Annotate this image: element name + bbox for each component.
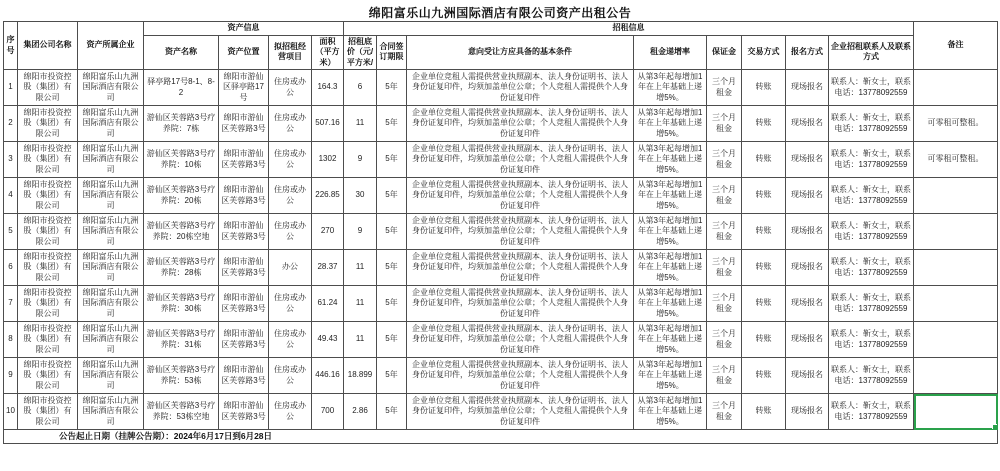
cell-trade-method[interactable]: 转账 (742, 286, 786, 322)
cell-contact[interactable]: 联系人：靳女士，联系电话：13778092559 (829, 142, 914, 178)
cell-area[interactable]: 49.43 (312, 322, 344, 358)
cell-asset-name[interactable]: 游仙区芙蓉路3号疗养院：28栋 (144, 250, 219, 286)
table-row (4, 70, 998, 106)
cell-contract-term[interactable]: 5年 (377, 322, 407, 358)
cell-base-price[interactable]: 2.86 (344, 394, 377, 430)
header-row-groups (4, 22, 998, 36)
cell-signup-method[interactable]: 现场报名 (786, 322, 829, 358)
cell-asset-name[interactable]: 游仙区芙蓉路3号疗养院：53栋 (144, 358, 219, 394)
table-row (4, 358, 998, 394)
cell-deposit[interactable]: 三个月租金 (707, 106, 742, 142)
cell-owner-enterprise[interactable]: 绵阳富乐山九洲国际酒店有限公司 (78, 286, 144, 322)
header-owner-enterprise: 资产所属企业 (78, 22, 144, 70)
cell-conditions[interactable]: 企业单位竞租人需提供营业执照副本、法人身份证明书、法人身份证复印件，均须加盖单位公章；个人竞租人需提供个人身份证复印件 (407, 178, 634, 214)
cell-base-price[interactable]: 30 (344, 178, 377, 214)
cell-contract-term[interactable]: 5年 (377, 394, 407, 430)
cell-asset-name[interactable]: 游仙区芙蓉路3号疗养院：53栋空地 (144, 394, 219, 430)
cell-contact[interactable]: 联系人：靳女士，联系电话：13778092559 (829, 178, 914, 214)
cell-project[interactable]: 住房或办公 (269, 70, 312, 106)
cell-project[interactable]: 住房或办公 (269, 358, 312, 394)
cell-project[interactable]: 住房或办公 (269, 286, 312, 322)
cell-deposit[interactable]: 三个月租金 (707, 178, 742, 214)
cell-trade-method[interactable]: 转账 (742, 214, 786, 250)
cell-deposit[interactable]: 三个月租金 (707, 142, 742, 178)
cell-project[interactable]: 住房或办公 (269, 214, 312, 250)
cell-asset-location[interactable]: 绵阳市游仙区芙蓉路3号 (219, 178, 269, 214)
cell-rent-increase[interactable]: 从第3年起每增加1年在上年基础上递增5%。 (634, 142, 707, 178)
cell-base-price[interactable]: 11 (344, 322, 377, 358)
cell-contract-term[interactable]: 5年 (377, 358, 407, 394)
cell-owner-enterprise[interactable]: 绵阳富乐山九洲国际酒店有限公司 (78, 106, 144, 142)
cell-rent-increase[interactable]: 从第3年起每增加1年在上年基础上递增5%。 (634, 250, 707, 286)
cell-seq[interactable]: 3 (4, 142, 18, 178)
header-rent-increase: 租金递增率 (634, 35, 707, 70)
cell-conditions[interactable]: 企业单位竞租人需提供营业执照副本、法人身份证明书、法人身份证复印件，均须加盖单位公章；个人竞租人需提供个人身份证复印件 (407, 286, 634, 322)
cell-owner-enterprise[interactable]: 绵阳富乐山九洲国际酒店有限公司 (78, 70, 144, 106)
cell-rent-increase[interactable]: 从第3年起每增加1年在上年基础上递增5%。 (634, 394, 707, 430)
cell-area[interactable]: 700 (312, 394, 344, 430)
cell-asset-name[interactable]: 游仙区芙蓉路3号疗养院：31栋 (144, 322, 219, 358)
cell-signup-method[interactable]: 现场报名 (786, 106, 829, 142)
header-base-price: 招租底价（元/平方米/ (344, 35, 377, 70)
cell-area[interactable]: 270 (312, 214, 344, 250)
cell-group-company[interactable]: 绵阳市投资控股（集团）有限公司 (18, 394, 78, 430)
cell-seq[interactable]: 7 (4, 286, 18, 322)
cell-signup-method[interactable]: 现场报名 (786, 250, 829, 286)
cell-project[interactable]: 住房或办公 (269, 178, 312, 214)
cell-group-company[interactable]: 绵阳市投资控股（集团）有限公司 (18, 178, 78, 214)
cell-group-company[interactable]: 绵阳市投资控股（集团）有限公司 (18, 214, 78, 250)
cell-contract-term[interactable]: 5年 (377, 214, 407, 250)
cell-contact[interactable]: 联系人：靳女士，联系电话：13778092559 (829, 250, 914, 286)
cell-owner-enterprise[interactable]: 绵阳富乐山九洲国际酒店有限公司 (78, 322, 144, 358)
table-header (4, 22, 998, 70)
cell-rent-increase[interactable]: 从第3年起每增加1年在上年基础上递增5%。 (634, 358, 707, 394)
cell-group-company[interactable]: 绵阳市投资控股（集团）有限公司 (18, 142, 78, 178)
cell-seq[interactable]: 1 (4, 70, 18, 106)
cell-base-price[interactable]: 18.899 (344, 358, 377, 394)
cell-asset-location[interactable]: 绵阳市游仙区芙蓉路3号 (219, 250, 269, 286)
header-project: 拟招租经营项目 (269, 35, 312, 70)
cell-asset-location[interactable]: 绵阳市游仙区芙蓉路3号 (219, 106, 269, 142)
header-row-columns (4, 35, 998, 70)
cell-deposit[interactable]: 三个月租金 (707, 394, 742, 430)
cell-contract-term[interactable]: 5年 (377, 178, 407, 214)
cell-remark[interactable] (914, 70, 998, 106)
cell-asset-location[interactable]: 绵阳市游仙区驿亭路17号 (219, 70, 269, 106)
cell-area[interactable]: 164.3 (312, 70, 344, 106)
cell-asset-name[interactable]: 游仙区芙蓉路3号疗养院：20栋 (144, 178, 219, 214)
cell-group-company[interactable]: 绵阳市投资控股（集团）有限公司 (18, 358, 78, 394)
cell-conditions[interactable]: 企业单位竞租人需提供营业执照副本、法人身份证明书、法人身份证复印件，均须加盖单位公章；个人竞租人需提供个人身份证复印件 (407, 70, 634, 106)
cell-conditions[interactable]: 企业单位竞租人需提供营业执照副本、法人身份证明书、法人身份证复印件，均须加盖单位公章；个人竞租人需提供个人身份证复印件 (407, 106, 634, 142)
table-row (4, 106, 998, 142)
cell-owner-enterprise[interactable]: 绵阳富乐山九洲国际酒店有限公司 (78, 142, 144, 178)
cell-trade-method[interactable]: 转账 (742, 178, 786, 214)
cell-remark[interactable] (914, 394, 998, 430)
cell-deposit[interactable]: 三个月租金 (707, 322, 742, 358)
cell-signup-method[interactable]: 现场报名 (786, 358, 829, 394)
cell-contract-term[interactable]: 5年 (377, 286, 407, 322)
cell-area[interactable]: 28.37 (312, 250, 344, 286)
table-row (4, 250, 998, 286)
cell-rent-increase[interactable]: 从第3年起每增加1年在上年基础上递增5%。 (634, 106, 707, 142)
cell-group-company[interactable]: 绵阳市投资控股（集团）有限公司 (18, 70, 78, 106)
cell-contact[interactable]: 联系人：靳女士，联系电话：13778092559 (829, 106, 914, 142)
cell-remark[interactable] (914, 250, 998, 286)
cell-signup-method[interactable]: 现场报名 (786, 394, 829, 430)
cell-deposit[interactable]: 三个月租金 (707, 214, 742, 250)
cell-asset-location[interactable]: 绵阳市游仙区芙蓉路3号 (219, 358, 269, 394)
cell-signup-method[interactable]: 现场报名 (786, 70, 829, 106)
table-row (4, 214, 998, 250)
header-asset-location: 资产位置 (219, 35, 269, 70)
header-asset-info-group: 资产信息 (144, 22, 344, 36)
cell-trade-method[interactable]: 转账 (742, 322, 786, 358)
cell-seq[interactable]: 2 (4, 106, 18, 142)
header-contract-term: 合同签订期限 (377, 35, 407, 70)
announcement-period: 公告起止日期（挂牌公告期）：2024年6月17日到6月28日 (4, 430, 998, 444)
cell-owner-enterprise[interactable]: 绵阳富乐山九洲国际酒店有限公司 (78, 394, 144, 430)
cell-group-company[interactable]: 绵阳市投资控股（集团）有限公司 (18, 250, 78, 286)
cell-owner-enterprise[interactable]: 绵阳富乐山九洲国际酒店有限公司 (78, 358, 144, 394)
cell-area[interactable]: 61.24 (312, 286, 344, 322)
cell-contact[interactable]: 联系人：靳女士，联系电话：13778092559 (829, 322, 914, 358)
cell-remark[interactable] (914, 358, 998, 394)
cell-project[interactable]: 住房或办公 (269, 394, 312, 430)
cell-remark[interactable]: 可零租可整租。 (914, 106, 998, 142)
cell-conditions[interactable]: 企业单位竞租人需提供营业执照副本、法人身份证明书、法人身份证复印件，均须加盖单位公章；个人竞租人需提供个人身份证复印件 (407, 322, 634, 358)
cell-seq[interactable]: 10 (4, 394, 18, 430)
cell-trade-method[interactable]: 转账 (742, 394, 786, 430)
cell-base-price[interactable]: 11 (344, 286, 377, 322)
header-rental-info-group: 招租信息 (344, 22, 914, 36)
cell-contract-term[interactable]: 5年 (377, 106, 407, 142)
cell-contact[interactable]: 联系人：靳女士，联系电话：13778092559 (829, 358, 914, 394)
cell-deposit[interactable]: 三个月租金 (707, 250, 742, 286)
cell-conditions[interactable]: 企业单位竞租人需提供营业执照副本、法人身份证明书、法人身份证复印件，均须加盖单位公章；个人竞租人需提供个人身份证复印件 (407, 142, 634, 178)
cell-group-company[interactable]: 绵阳市投资控股（集团）有限公司 (18, 286, 78, 322)
header-trade-method: 交易方式 (742, 35, 786, 70)
cell-asset-name[interactable]: 驿亭路17号8-1、8-2 (144, 70, 219, 106)
cell-project[interactable]: 办公 (269, 250, 312, 286)
cell-base-price[interactable]: 9 (344, 214, 377, 250)
cell-owner-enterprise[interactable]: 绵阳富乐山九洲国际酒店有限公司 (78, 250, 144, 286)
cell-contract-term[interactable]: 5年 (377, 250, 407, 286)
cell-asset-location[interactable]: 绵阳市游仙区芙蓉路3号 (219, 142, 269, 178)
cell-deposit[interactable]: 三个月租金 (707, 70, 742, 106)
cell-group-company[interactable]: 绵阳市投资控股（集团）有限公司 (18, 322, 78, 358)
cell-base-price[interactable]: 6 (344, 70, 377, 106)
cell-owner-enterprise[interactable]: 绵阳富乐山九洲国际酒店有限公司 (78, 214, 144, 250)
cell-rent-increase[interactable]: 从第3年起每增加1年在上年基础上递增5%。 (634, 214, 707, 250)
cell-owner-enterprise[interactable]: 绵阳富乐山九洲国际酒店有限公司 (78, 178, 144, 214)
cell-contract-term[interactable]: 5年 (377, 70, 407, 106)
header-deposit: 保证金 (707, 35, 742, 70)
cell-rent-increase[interactable]: 从第3年起每增加1年在上年基础上递增5%。 (634, 178, 707, 214)
cell-conditions[interactable]: 企业单位竞租人需提供营业执照副本、法人身份证明书、法人身份证复印件，均须加盖单位公章；个人竞租人需提供个人身份证复印件 (407, 394, 634, 430)
asset-rental-table (3, 21, 998, 444)
cell-project[interactable]: 住房或办公 (269, 142, 312, 178)
table-body (4, 70, 998, 430)
cell-base-price[interactable]: 11 (344, 106, 377, 142)
header-area: 面积（平方米） (312, 35, 344, 70)
cell-asset-name[interactable]: 游仙区芙蓉路3号疗养院：7栋 (144, 106, 219, 142)
table-row (4, 142, 998, 178)
cell-contact[interactable]: 联系人：靳女士，联系电话：13778092559 (829, 70, 914, 106)
header-remark: 备注 (914, 22, 998, 70)
cell-remark[interactable] (914, 214, 998, 250)
cell-seq[interactable]: 9 (4, 358, 18, 394)
cell-trade-method[interactable]: 转账 (742, 358, 786, 394)
cell-signup-method[interactable]: 现场报名 (786, 178, 829, 214)
cell-conditions[interactable]: 企业单位竞租人需提供营业执照副本、法人身份证明书、法人身份证复印件，均须加盖单位公章；个人竞租人需提供个人身份证复印件 (407, 358, 634, 394)
cell-deposit[interactable]: 三个月租金 (707, 286, 742, 322)
cell-asset-name[interactable]: 游仙区芙蓉路3号疗养院：30栋 (144, 286, 219, 322)
cell-remark[interactable] (914, 322, 998, 358)
cell-conditions[interactable]: 企业单位竞租人需提供营业执照副本、法人身份证明书、法人身份证复印件，均须加盖单位公章；个人竞租人需提供个人身份证复印件 (407, 214, 634, 250)
cell-trade-method[interactable]: 转账 (742, 70, 786, 106)
cell-asset-location[interactable]: 绵阳市游仙区芙蓉路3号 (219, 214, 269, 250)
cell-signup-method[interactable]: 现场报名 (786, 214, 829, 250)
cell-project[interactable]: 住房或办公 (269, 106, 312, 142)
cell-area[interactable]: 446.16 (312, 358, 344, 394)
cell-area[interactable]: 507.16 (312, 106, 344, 142)
cell-project[interactable]: 住房或办公 (269, 322, 312, 358)
cell-seq[interactable]: 5 (4, 214, 18, 250)
cell-remark[interactable] (914, 178, 998, 214)
cell-seq[interactable]: 6 (4, 250, 18, 286)
cell-rent-increase[interactable]: 从第3年起每增加1年在上年基础上递增5%。 (634, 286, 707, 322)
cell-asset-name[interactable]: 游仙区芙蓉路3号疗养院：10栋 (144, 142, 219, 178)
header-contact: 企业招租联系人及联系方式 (829, 35, 914, 70)
cell-rent-increase[interactable]: 从第3年起每增加1年在上年基础上递增5%。 (634, 322, 707, 358)
cell-trade-method[interactable]: 转账 (742, 142, 786, 178)
cell-group-company[interactable]: 绵阳市投资控股（集团）有限公司 (18, 106, 78, 142)
page-title: 绵阳富乐山九洲国际酒店有限公司资产出租公告 (368, 6, 632, 20)
cell-contract-term[interactable]: 5年 (377, 142, 407, 178)
table-footer (4, 430, 998, 444)
cell-asset-location[interactable]: 绵阳市游仙区芙蓉路3号 (219, 322, 269, 358)
cell-area[interactable]: 1302 (312, 142, 344, 178)
table-row (4, 322, 998, 358)
cell-base-price[interactable]: 9 (344, 142, 377, 178)
cell-asset-location[interactable]: 绵阳市游仙区芙蓉路3号 (219, 394, 269, 430)
header-group-company: 集团公司名称 (18, 22, 78, 70)
cell-rent-increase[interactable]: 从第3年起每增加1年在上年基础上递增5%。 (634, 70, 707, 106)
cell-remark[interactable]: 可零租可整租。 (914, 142, 998, 178)
header-seq: 序号 (4, 22, 18, 70)
cell-contact[interactable]: 联系人：靳女士，联系电话：13778092559 (829, 214, 914, 250)
header-signup-method: 报名方式 (786, 35, 829, 70)
cell-conditions[interactable]: 企业单位竞租人需提供营业执照副本、法人身份证明书、法人身份证复印件，均须加盖单位公章；个人竞租人需提供个人身份证复印件 (407, 250, 634, 286)
cell-trade-method[interactable]: 转账 (742, 250, 786, 286)
cell-seq[interactable]: 8 (4, 322, 18, 358)
header-conditions: 意向受让方应具备的基本条件 (407, 35, 634, 70)
cell-base-price[interactable]: 11 (344, 250, 377, 286)
cell-trade-method[interactable]: 转账 (742, 106, 786, 142)
cell-signup-method[interactable]: 现场报名 (786, 286, 829, 322)
cell-seq[interactable]: 4 (4, 178, 18, 214)
footer-row (4, 430, 998, 444)
cell-asset-location[interactable]: 绵阳市游仙区芙蓉路3号 (219, 286, 269, 322)
cell-remark[interactable] (914, 286, 998, 322)
cell-asset-name[interactable]: 游仙区芙蓉路3号疗养院：20栋空地 (144, 214, 219, 250)
cell-area[interactable]: 226.85 (312, 178, 344, 214)
table-row (4, 286, 998, 322)
cell-contact[interactable]: 联系人：靳女士，联系电话：13778092559 (829, 394, 914, 430)
table-row (4, 394, 998, 430)
table-row (4, 178, 998, 214)
cell-signup-method[interactable]: 现场报名 (786, 142, 829, 178)
cell-deposit[interactable]: 三个月租金 (707, 358, 742, 394)
cell-contact[interactable]: 联系人：靳女士，联系电话：13778092559 (829, 286, 914, 322)
header-asset-name: 资产名称 (144, 35, 219, 70)
